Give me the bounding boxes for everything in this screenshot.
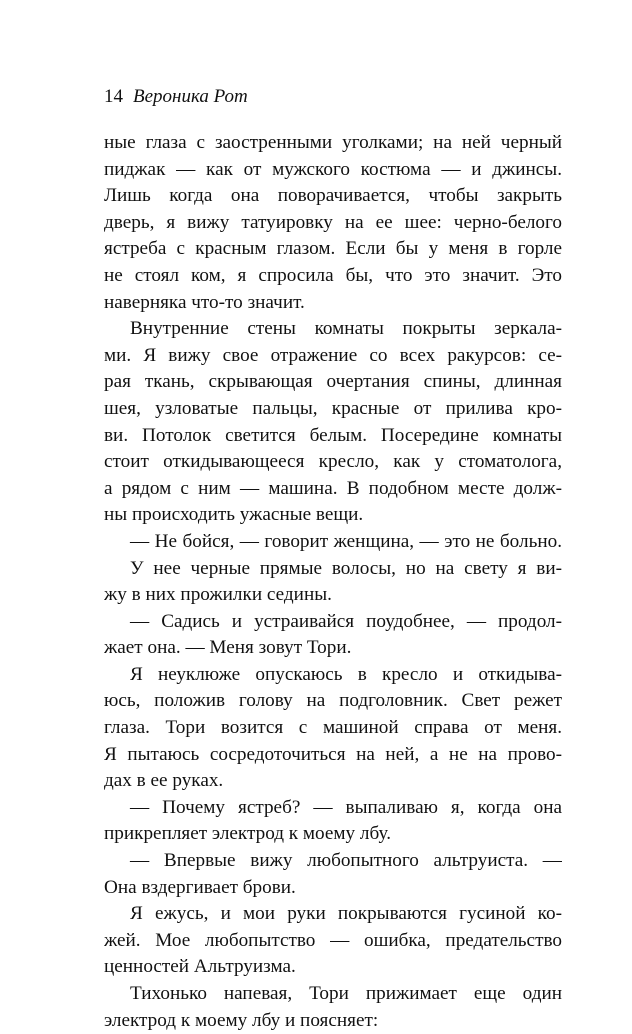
text-line: — Впервые вижу любопытного альтруиста. —	[130, 850, 562, 872]
body-text	[104, 130, 562, 1034]
text-line: электрод к моему лбу и поясняет:	[104, 1009, 379, 1031]
text-line: пиджак — как от мужского костюма — и джинсы.	[104, 158, 562, 180]
text-line: Внутренние стены комнаты покрыты зеркала-	[130, 318, 562, 340]
text-line: ястреба с красным глазом. Если бы у меня в горле	[104, 238, 562, 260]
text-line: а рядом с ним — машина. В подобном месте долж-	[104, 477, 562, 499]
text-line: Она вздергивает брови.	[104, 876, 296, 898]
text-line: ви. Потолок светится белым. Посередине комнаты	[104, 424, 562, 446]
text-line: юсь, положив голову на подголовник. Свет режет	[104, 690, 562, 712]
text-line: шея, узловатые пальцы, красные от прилива кро-	[104, 397, 562, 419]
text-line: Я ежусь, и мои руки покрываются гусиной ко-	[130, 903, 562, 925]
text-line: рая ткань, скрывающая очертания спины, длинная	[104, 371, 562, 393]
text-line: Я неуклюже опускаюсь в кресло и откидыва-	[130, 663, 562, 685]
text-line: жей. Мое любопытство — ошибка, предательство	[104, 929, 562, 951]
text-line: У нее черные прямые волосы, но на свету я ви-	[130, 557, 562, 579]
text-line: — Не бойся, — говорит женщина, — это не больно.	[130, 530, 562, 552]
text-line: ны происходить ужасные вещи.	[104, 504, 364, 526]
text-line: Я пытаюсь сосредоточиться на ней, а не на прово-	[104, 743, 562, 765]
text-line: прикрепляет электрод к моему лбу.	[104, 823, 392, 845]
text-line: Тихонько напевая, Тори прижимает еще один	[130, 983, 562, 1004]
text-line: — Почему ястреб? — выпаливаю я, когда она	[130, 796, 562, 818]
running-title: Вероника Рот	[133, 86, 248, 107]
text-line: жу в них прожилки седины.	[104, 584, 332, 606]
text-line: — Садись и устраивайся поудобнее, — продол-	[130, 610, 562, 632]
text-line: наверняка что-то значит.	[104, 291, 305, 313]
text-line: Лишь когда она поворачивается, чтобы закрыть	[104, 185, 562, 207]
page-number: 14	[104, 86, 123, 107]
text-line: ные глаза с заостренными уголками; на ней черный	[104, 132, 562, 153]
text-line: ми. Я вижу свое отражение со всех ракурсов: се-	[104, 344, 562, 366]
text-line: не стоял ком, я спросила бы, что это значит. Это	[104, 264, 562, 286]
running-head	[104, 85, 248, 109]
text-line: ценностей Альтруизма.	[104, 956, 296, 978]
text-line: дах в ее руках.	[104, 770, 224, 792]
text-line: жает она. — Меня зовут Тори.	[104, 637, 352, 659]
text-line: стоит откидывающееся кресло, как у стоматолога,	[104, 451, 562, 473]
text-line: глаза. Тори возится с машиной справа от меня.	[104, 717, 562, 739]
text-line: дверь, я вижу татуировку на ее шее: черно-белого	[104, 211, 562, 233]
